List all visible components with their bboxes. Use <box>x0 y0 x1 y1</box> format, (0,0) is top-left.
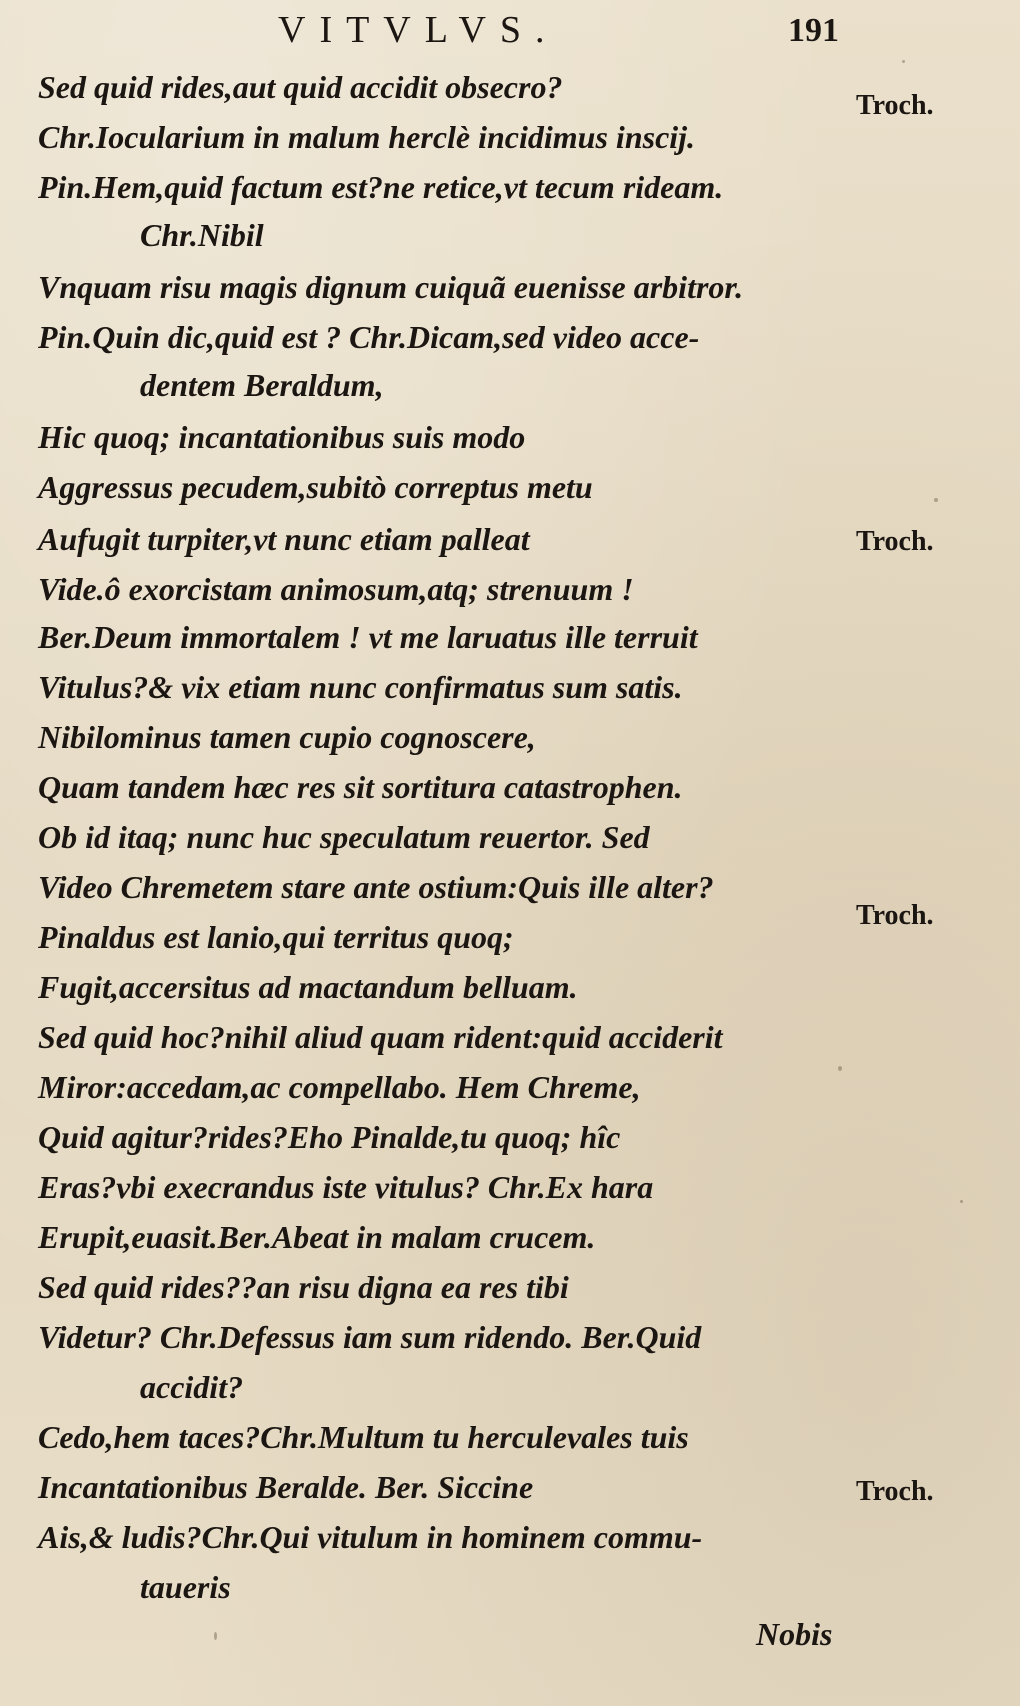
margin-note: Troch. <box>856 90 934 121</box>
running-title: VITVLVS. <box>278 9 559 51</box>
page-number: 191 <box>788 12 839 49</box>
text-line: taueris <box>140 1569 231 1605</box>
catchword: Nobis <box>756 1616 833 1652</box>
text-line: Vnquam risu magis dignum cuiquã euenisse arbitror. <box>38 269 744 305</box>
text-line: Chr.Iocularium in malum herclè incidimus inscij. <box>38 119 696 155</box>
margin-note: Troch. <box>856 1476 934 1507</box>
text-line: Aggressus pecudem,subitò correptus metu <box>38 469 593 505</box>
margin-note: Troch. <box>856 900 934 931</box>
text-line: Sed quid rides,aut quid accidit obsecro? <box>38 69 563 105</box>
text-line: Chr.Nibil <box>140 217 264 253</box>
text-line: Eras?vbi execrandus iste vitulus? Chr.Ex hara <box>38 1169 654 1205</box>
paper-speck <box>214 1632 217 1640</box>
text-line: Pinaldus est lanio,qui territus quoq; <box>38 919 514 955</box>
paper-speck <box>960 1200 963 1203</box>
text-line: dentem Beraldum, <box>140 367 384 403</box>
text-line: Pin.Hem,quid factum est?ne retice,vt tecum rideam. <box>38 169 724 205</box>
text-line: Ais,& ludis?Chr.Qui vitulum in hominem commu- <box>38 1519 703 1555</box>
text-line: Vide.ô exorcistam animosum,atq; strenuum ! <box>38 571 634 607</box>
text-line: Erupit,euasit.Ber.Abeat in malam crucem. <box>38 1219 596 1255</box>
text-line: Hic quoq; incantationibus suis modo <box>38 419 526 455</box>
text-line: Fugit,accersitus ad mactandum belluam. <box>38 969 578 1005</box>
paper-speck <box>934 498 938 502</box>
text-line: Cedo,hem taces?Chr.Multum tu herculevales tuis <box>38 1419 689 1455</box>
text-line: Nibilominus tamen cupio cognoscere, <box>38 719 536 755</box>
text-line: Videtur? Chr.Defessus iam sum ridendo. Ber.Quid <box>38 1319 702 1355</box>
text-line: Vitulus?& vix etiam nunc confirmatus sum satis. <box>38 669 683 705</box>
margin-note: Troch. <box>856 526 934 557</box>
paper-speck <box>902 60 905 63</box>
text-line: Pin.Quin dic,quid est ? Chr.Dicam,sed video acce- <box>38 319 700 355</box>
text-line: Incantationibus Beralde. Ber. Siccine <box>38 1469 534 1505</box>
text-line: Sed quid rides??an risu digna ea res tibi <box>38 1269 569 1305</box>
text-line: Quam tandem hæc res sit sortitura catastrophen. <box>38 769 683 805</box>
text-line: Sed quid hoc?nihil aliud quam rident:quid acciderit <box>38 1019 723 1055</box>
text-line: accidit? <box>140 1369 244 1405</box>
text-line: Video Chremetem stare ante ostium:Quis ille alter? <box>38 869 714 905</box>
text-line: Miror:accedam,ac compellabo. Hem Chreme, <box>38 1069 641 1105</box>
text-line: Ber.Deum immortalem ! vt me laruatus ille terruit <box>38 619 698 655</box>
text-line: Quid agitur?rides?Eho Pinalde,tu quoq; hîc <box>38 1119 621 1155</box>
text-line: Ob id itaq; nunc huc speculatum reuertor. Sed <box>38 819 650 855</box>
paper-speck <box>838 1066 842 1071</box>
page-header <box>0 8 1020 52</box>
text-line: Aufugit turpiter,vt nunc etiam palleat <box>38 521 530 557</box>
